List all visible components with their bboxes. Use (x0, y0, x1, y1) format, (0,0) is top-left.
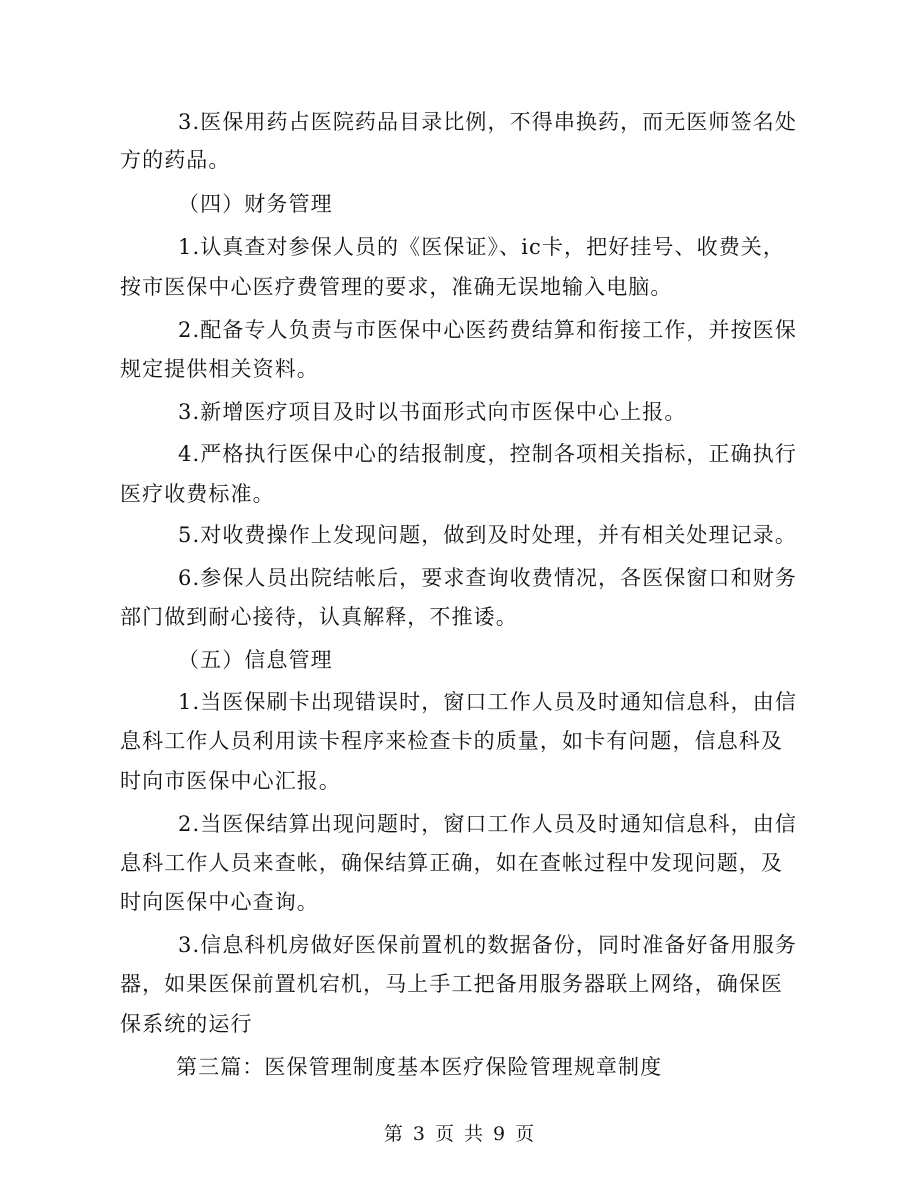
paragraph-line: 息科工作人员利用读卡程序来检查卡的质量，如卡有问题，信息科及 (120, 729, 783, 753)
paragraph-line: 5.对收费操作上发现问题，做到及时处理，并有相关处理记录。 (178, 523, 797, 547)
chapter-heading: 第三篇：医保管理制度基本医疗保险管理规章制度 (176, 1055, 663, 1079)
section-heading: （五）信息管理 (178, 648, 333, 672)
paragraph-line: 器，如果医保前置机宕机，马上手工把备用服务器联上网络，确保医 (120, 972, 783, 996)
paragraph-line: 方的药品。 (120, 148, 231, 172)
paragraph-line: 4.严格执行医保中心的结报制度，控制各项相关指标，正确执行 (178, 442, 797, 466)
paragraph-line: 2.配备专人负责与市医保中心医药费结算和衔接工作，并按医保 (178, 318, 797, 342)
paragraph-line: 3.新增医疗项目及时以书面形式向市医保中心上报。 (178, 400, 687, 424)
paragraph-line: 按市医保中心医疗费管理的要求，准确无误地输入电脑。 (120, 275, 673, 299)
paragraph-line: 部门做到耐心接待，认真解释，不推诿。 (120, 605, 518, 629)
paragraph-line: 1.当医保刷卡出现错误时，窗口工作人员及时通知信息科，由信 (178, 690, 797, 714)
paragraph-line: 1.认真查对参保人员的《医保证》、ic卡，把好挂号、收费关， (178, 235, 786, 259)
paragraph-line: 时向市医保中心汇报。 (120, 769, 341, 793)
page-number-footer: 第 3 页 共 9 页 (383, 1123, 537, 1145)
paragraph-line: 规定提供相关资料。 (120, 357, 319, 381)
paragraph-line: 息科工作人员来查帐，确保结算正确，如在查帐过程中发现问题，及 (120, 851, 783, 875)
paragraph-line: 保系统的运行 (120, 1012, 253, 1036)
paragraph-line: 时向医保中心查询。 (120, 890, 319, 914)
section-heading: （四）财务管理 (178, 192, 333, 216)
paragraph-line: 医疗收费标准。 (120, 482, 275, 506)
paragraph-line: 6.参保人员出院结帐后，要求查询收费情况，各医保窗口和财务 (178, 566, 797, 590)
paragraph-line: 3.医保用药占医院药品目录比例，不得串换药，而无医师签名处 (178, 110, 797, 134)
paragraph-line: 3.信息科机房做好医保前置机的数据备份，同时准备好备用服务 (178, 933, 797, 957)
paragraph-line: 2.当医保结算出现问题时，窗口工作人员及时通知信息科，由信 (178, 812, 797, 836)
